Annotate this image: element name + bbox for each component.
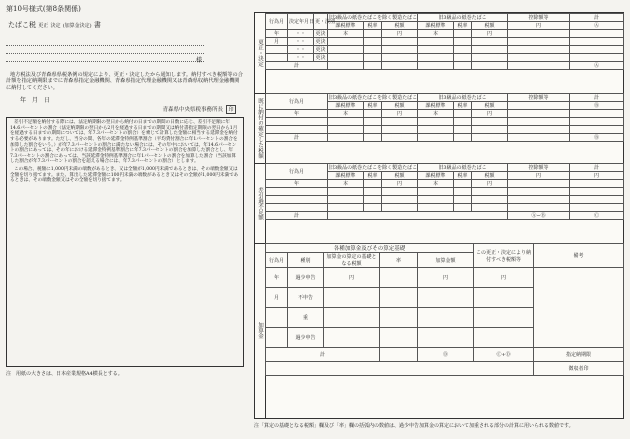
amount-yen: 円 xyxy=(418,268,474,288)
tax-unit: 円 xyxy=(382,180,418,188)
header-deduct: 控除額等 xyxy=(508,14,570,22)
header-rate: 税率 xyxy=(364,102,382,110)
title-suffix: (加算金決定) xyxy=(62,23,92,29)
header-deduct: 控除額等 xyxy=(508,94,570,102)
sender-name: 青森県中央県税事務所長 xyxy=(162,107,223,114)
footnote: 注「算定の基礎となる税額」欄及び「率」欄の括弧内の数値は、過少申告加算金の算定において加重される部分の計算に用いられる数値です。 xyxy=(254,423,574,429)
header-decision: 決定年月日 xyxy=(288,14,314,30)
correction-table xyxy=(265,13,624,70)
form-title xyxy=(8,20,244,30)
section-correction xyxy=(255,13,623,94)
month-cell: 月 xyxy=(266,38,288,46)
form-number: 第10号様式(第8条関係) xyxy=(6,5,81,13)
yen-unit: 円 xyxy=(508,172,570,180)
honorific: 様 xyxy=(195,57,202,64)
year-cell: 年 xyxy=(266,30,288,38)
header-3rd: 旧3級品の紙巻たばこ xyxy=(418,14,508,22)
delinquency-box xyxy=(6,117,244,367)
header-old: 旧3級品の紙巻たばこを除く製造たばこ xyxy=(329,15,418,21)
header-month: 行為月 xyxy=(266,14,288,30)
difference-table xyxy=(265,163,624,220)
header-total: 計 xyxy=(570,164,624,172)
address-lines xyxy=(6,38,244,62)
header-count: 課税標準 xyxy=(418,102,454,110)
notice-text: 地方税法及び青森県県税条例の規定により、更正・決定したから通知します。納付すべき税額等の合計額を指定納期限までに青森県指定金融機関、青森県指定代理金融機関又は青森県収納代理金融機関に納付してください。 xyxy=(6,72,243,91)
header-count: 課税標準 xyxy=(418,172,454,180)
sender xyxy=(6,105,244,114)
tax-unit: 円 xyxy=(472,180,508,188)
title-prefix: たばこ税 xyxy=(8,21,36,29)
header-month: 行為月 xyxy=(266,164,328,180)
section-label: 差引過不足額 xyxy=(255,163,266,243)
base-unit: 本 xyxy=(328,180,364,188)
header-total: 計 xyxy=(570,14,624,22)
year-cell: 年 xyxy=(266,110,328,118)
address-line xyxy=(6,54,204,62)
circle-c: Ⓒ xyxy=(570,212,624,220)
paper-size-note: 注 用紙の大きさは、日本産業規格A4横長とする。 xyxy=(6,371,123,378)
total-cell xyxy=(570,30,624,38)
section-label: 加算金 xyxy=(255,243,266,418)
header-rate: 税率 xyxy=(454,102,472,110)
issue-date: 年 月 日 xyxy=(20,97,51,105)
header-month: 行為月 xyxy=(266,253,288,268)
circle-a: Ⓐ xyxy=(570,22,624,30)
header-rate: 税率 xyxy=(364,22,382,30)
kind-cell: 更決 xyxy=(315,31,326,37)
penalty-total-header: この更正・決定により納付すべき税額等 xyxy=(474,244,534,268)
remarks-header: 備考 xyxy=(534,244,624,268)
notice-panel xyxy=(6,12,244,427)
header-rate: 税率 xyxy=(364,172,382,180)
address-line xyxy=(6,38,204,46)
date-cell: ・・ xyxy=(288,38,314,46)
yen-unit: 円 xyxy=(570,172,624,180)
penalty-kind-cell: 重 xyxy=(288,308,324,328)
header-kind: 更・決別 xyxy=(314,14,328,30)
base-yen: 円 xyxy=(324,268,380,288)
circle-d: Ⓓ xyxy=(418,348,474,362)
tax-unit: 円 xyxy=(472,110,508,118)
header-count: 課税標準 xyxy=(328,102,364,110)
base-unit: 本 xyxy=(328,30,364,38)
penalty-base: 加算金の算定の基礎となる税額 xyxy=(324,253,380,268)
base-unit: 本 xyxy=(418,180,454,188)
circle-b: Ⓑ xyxy=(570,102,624,110)
penalty-title: 各種加算金及びその算定基礎 xyxy=(266,244,474,253)
confirmed-table xyxy=(265,93,624,142)
header-tax: 税額 xyxy=(472,172,508,180)
yen-unit: 円 xyxy=(508,22,570,30)
collector-seal: 徴収者印 xyxy=(534,362,624,376)
header-tax: 税額 xyxy=(382,172,418,180)
header-count: 課税標準 xyxy=(328,172,364,180)
penalty-kind-cell: 過少申告 xyxy=(288,328,324,348)
month-cell: 月 xyxy=(266,288,288,308)
title-correction: 更正 xyxy=(38,23,49,29)
section-label: 更正・決定 xyxy=(255,13,266,93)
circle-b: Ⓑ xyxy=(570,134,624,142)
base-unit: 本 xyxy=(328,110,364,118)
base-unit: 本 xyxy=(418,110,454,118)
header-3rd: 旧3級品の紙巻たばこ xyxy=(418,94,508,102)
circle-cd: Ⓒ+Ⓓ xyxy=(474,348,534,362)
header-3rd: 旧3級品の紙巻たばこ xyxy=(418,164,508,172)
tax-unit: 円 xyxy=(472,30,508,38)
sum-label: 計 xyxy=(266,212,328,220)
delinquency-tail: この場合、税額に1,000円未満の端数があるとき、又は全額が1,000円未満であるときは、その端数金額又は全額を切り捨てます。また、算出した延滞金額に100円未満の端数があるとき又はその全額が1,000円未満であるときは、その端数金額又はその全額を切り捨てます。 xyxy=(10,166,239,184)
tax-unit: 円 xyxy=(382,30,418,38)
year-cell: 年 xyxy=(266,180,328,188)
header-month: 行為月 xyxy=(266,94,328,110)
deduct-cell xyxy=(508,30,570,38)
kind-cell: 更決 xyxy=(315,47,326,53)
header-tax: 税額 xyxy=(472,22,508,30)
header-count: 課税標準 xyxy=(418,22,454,30)
sum-label: 計 xyxy=(266,348,380,362)
penalty-rate: 率 xyxy=(380,253,418,268)
total-yen: 円 xyxy=(474,268,534,288)
header-deduct: 控除額等 xyxy=(508,164,570,172)
header-rate: 税率 xyxy=(454,172,472,180)
penalty-table xyxy=(265,243,624,376)
header-rate: 税率 xyxy=(454,22,472,30)
header-tax: 税額 xyxy=(382,22,418,30)
title-end: 書 xyxy=(93,21,101,29)
header-old: 旧3級品の紙巻たばこを除く製造たばこ xyxy=(329,95,418,101)
sum-label: 計 xyxy=(266,62,328,70)
penalty-kind-cell: 不申告 xyxy=(288,288,324,308)
title-decision: 決定 xyxy=(50,23,61,29)
tax-unit: 円 xyxy=(382,110,418,118)
date-cell: ・・ xyxy=(288,46,314,54)
header-total: 計 xyxy=(570,94,624,102)
penalty-amount: 加算金額 xyxy=(418,253,474,268)
base-unit: 本 xyxy=(418,30,454,38)
rate-cell xyxy=(454,30,472,38)
circle-ab: Ⓐ−Ⓑ xyxy=(508,212,570,220)
section-label: 既に納付の確定した税額 xyxy=(255,93,266,163)
date-cell: ・・ xyxy=(288,30,314,38)
due-date-label: 指定納期限 xyxy=(534,348,624,362)
section-difference xyxy=(255,163,623,244)
address-line xyxy=(6,46,204,54)
delinquency-text: 差引不足額を納付する際には、法定納期限の翌日から納付の日までの期間の日数に応じ、差引不足額に年14.6パーセントの割合（法定納期限の翌日から2月を経過する日までの期間又は納付書指定期限の翌日から1月を経過する日までの期間については、年7.3パーセントの割合）を乗じて計算した金額に相当する延滞金を納付する必要があります。ただし、当分の間、各年の延滞金特例基準割合（平均貸付割合に年1パーセントの割合を加算した割合をいう。）が年7.3パーセントの割合に満たない場合には、その年中においては、年14.6パーセントの割合にあっては、その年における延滞金特例基準割合に年7.3パーセントの割合を加算した割合とし、年7.3パーセントの割合にあっては、当該延滞金特例基準割合に年1パーセントの割合を加算した割合（当該加算した割合が年7.3パーセントの割合を超える場合には、年7.3パーセントの割合）とします。 xyxy=(10,120,238,165)
year-cell: 年 xyxy=(266,268,288,288)
sum-label: 計 xyxy=(266,134,328,142)
header-count: 課税標準 xyxy=(328,22,364,30)
section-confirmed xyxy=(255,93,623,164)
header-tax: 税額 xyxy=(472,102,508,110)
penalty-kind-cell: 過少申告 xyxy=(288,268,324,288)
tax-grid xyxy=(254,12,624,419)
kind-cell: 更決 xyxy=(315,55,326,61)
rate-cell xyxy=(364,30,382,38)
header-tax: 税額 xyxy=(382,102,418,110)
kind-cell: 更決 xyxy=(315,39,326,45)
date-cell: ・・ xyxy=(288,54,314,62)
circle-a: Ⓐ xyxy=(570,62,624,70)
header-old: 旧3級品の紙巻たばこを除く製造たばこ xyxy=(329,165,418,171)
section-penalty xyxy=(255,243,623,418)
penalty-kind: 種別 xyxy=(288,253,324,268)
seal-icon: 印 xyxy=(226,105,236,114)
